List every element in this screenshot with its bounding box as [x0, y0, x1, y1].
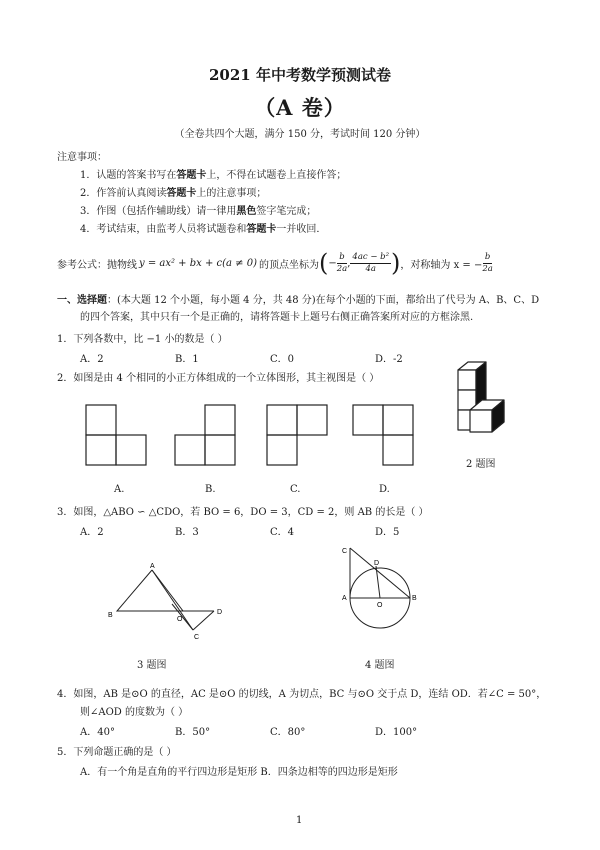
exam-title: 2021 年中考数学预测试卷: [209, 66, 391, 84]
question-4-stem: 4．如图，AB 是⊙O 的直径，AC 是⊙O 的切线，A 为切点，BC 与⊙O 交于点 D，连结 OD．若∠C = 50°，: [57, 689, 547, 700]
q2-solid-figure: [458, 362, 504, 432]
q2-label-c: C.: [290, 484, 301, 495]
q4-choice-a[interactable]: A．40°: [80, 727, 115, 738]
section-label: 一、选择题: [57, 295, 107, 306]
q3-point-o: O: [177, 616, 183, 623]
q3-caption: 3 题图: [137, 660, 167, 671]
q2-view-c: [267, 405, 327, 465]
question-5-stem: 5．下列命题正确的是（ ）: [57, 747, 177, 758]
exam-info: （全卷共四个大题，满分 150 分，考试时间 120 分钟）: [174, 129, 426, 140]
q3-point-b: B: [108, 612, 113, 619]
section-header: 一、选择题：(本大题 12 个小题，每小题 4 分，共 48 分)在每个小题的下面，都给出了代号为 A、B、C、D: [57, 295, 540, 306]
q2-caption: 2 题图: [466, 459, 496, 470]
q4-point-b: B: [412, 595, 417, 602]
q3-point-a: A: [150, 563, 155, 570]
q2-label-a: A.: [114, 484, 125, 495]
q3-choice-d[interactable]: D．5: [375, 527, 400, 538]
q4-choice-b[interactable]: B．50°: [175, 727, 211, 738]
note-item: 2．作答前认真阅读答题卡上的注意事项；: [80, 188, 267, 199]
q1-choice-b[interactable]: B．1: [175, 354, 199, 365]
q3-choice-a[interactable]: A．2: [80, 527, 104, 538]
q4-point-o: O: [377, 602, 383, 609]
q2-view-d: [353, 405, 413, 465]
q1-choice-a[interactable]: A．2: [80, 354, 104, 365]
q1-choice-c[interactable]: C．0: [270, 354, 295, 365]
q2-view-b: [175, 405, 235, 465]
q3-figure: [117, 570, 214, 630]
note-item: 4．考试结束，由监考人员将试题卷和答题卡一并收回．: [80, 224, 327, 235]
page-number: 1: [296, 815, 303, 826]
question-3-stem: 3．如图，△ABO ∽ △CDO，若 BO = 6，DO = 3，CD = 2，则 AB 的长是（ ）: [57, 507, 429, 518]
q4-point-c: C: [342, 548, 348, 555]
q2-view-a: [86, 405, 146, 465]
q4-caption: 4 题图: [365, 660, 395, 671]
q1-choice-d[interactable]: D．-2: [375, 354, 403, 365]
q4-point-d: D: [374, 560, 380, 567]
q4-point-a: A: [342, 595, 347, 602]
q2-label-b: B.: [205, 484, 216, 495]
question-2-stem: 2．如图是由 4 个相同的小正方体组成的一个立体图形，其主视图是（ ）: [57, 373, 380, 384]
q4-figure: [350, 548, 410, 628]
q5-choices-ab[interactable]: A．有一个角是直角的平行四边形是矩形 B．四条边相等的四边形是矩形: [80, 767, 398, 778]
q4-choice-c[interactable]: C．80°: [270, 727, 306, 738]
question-4-stem-cont: 则∠AOD 的度数为（ ）: [80, 707, 189, 718]
volume-label: （A 卷）: [254, 95, 346, 120]
q3-choice-b[interactable]: B．3: [175, 527, 199, 538]
q4-choice-d[interactable]: D．100°: [375, 727, 418, 738]
reference-formula: 参考公式：抛物线 y = ax² + bx + c(a ≠ 0) 的顶点坐标为 ( − $\frac{b}{2a}$ , $\frac{\text{4ac − b²}}{4a}$ ) ，对称轴为 x = − $\frac{b}{2a}$: [57, 249, 493, 277]
q3-point-d: D: [217, 609, 223, 616]
note-item: 3．作图（包括作辅助线）请一律用黑色签字笔完成；: [80, 206, 317, 217]
note-item: 1．认题的答案书写在答题卡上，不得在试题卷上直接作答；: [80, 170, 347, 181]
section-instructions: 的四个答案，其中只有一个是正确的，请将答题卡上题号右侧正确答案所对应的方框涂黑.: [80, 312, 474, 323]
notes-heading: 注意事项：: [57, 152, 107, 163]
q3-choice-c[interactable]: C．4: [270, 527, 295, 538]
question-1-stem: 1．下列各数中，比 −1 小的数是（ ）: [57, 334, 228, 345]
q3-point-c: C: [194, 634, 200, 641]
q2-label-d: D.: [379, 484, 390, 495]
